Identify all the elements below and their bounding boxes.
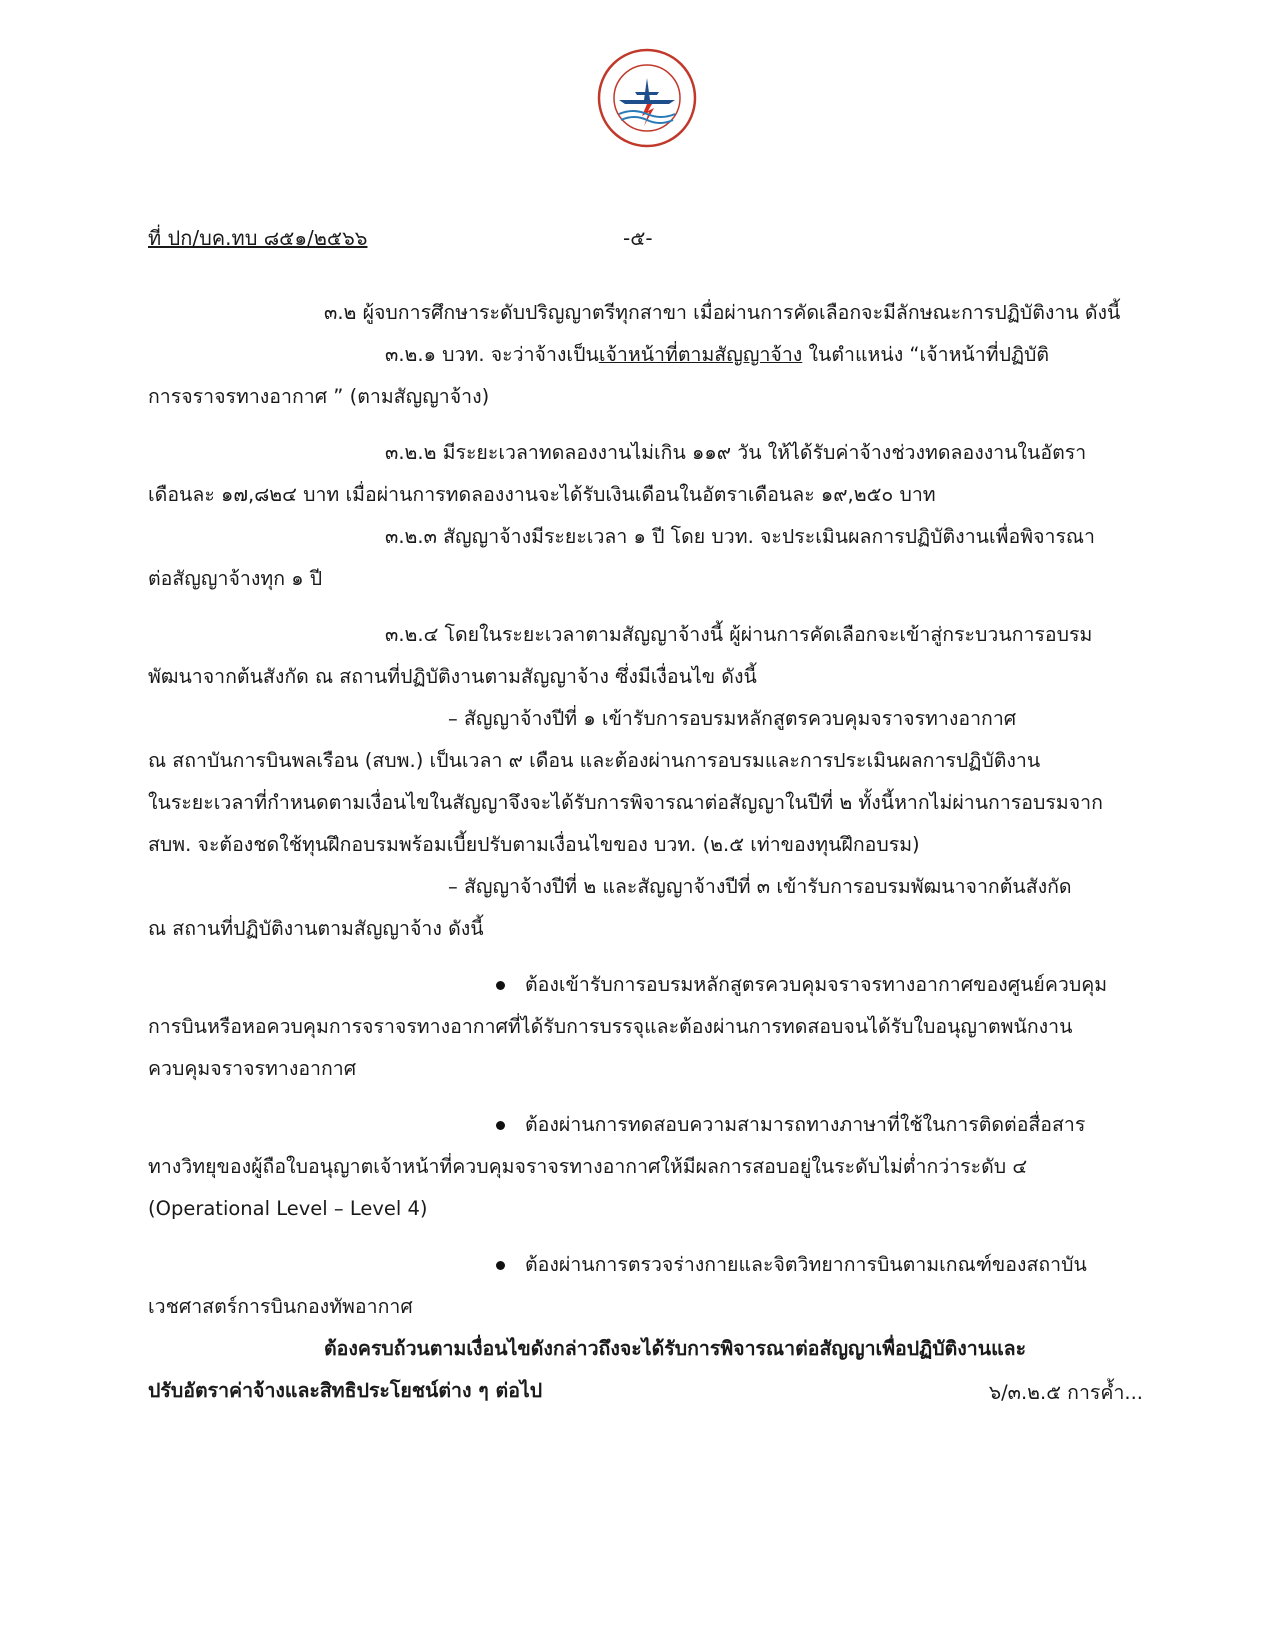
paragraph-line: ๓.๒ ผู้จบการศึกษาระดับปริญญาตรีทุกสาขา เมื่อผ่านการคัดเลือกจะมีลักษณะการปฏิบัติงาน ดังนี้ [324, 301, 1121, 324]
bullet-icon [496, 1121, 505, 1130]
bullet-line: ต้องผ่านการตรวจร่างกายและจิตวิทยาการบินตามเกณฑ์ของสถาบัน [148, 1244, 1145, 1286]
document-body [148, 292, 1145, 1412]
paragraph-line: สบพ. จะต้องชดใช้ทุนฝึกอบรมพร้อมเบี้ยปรับตามเงื่อนไขของ บวท. (๒.๕ เท่าของทุนฝึกอบรม) [148, 833, 920, 856]
paragraph-line: ๓.๒.๑ บวท. จะว่าจ้างเป็นเจ้าหน้าที่ตามสัญญาจ้าง ในตำแหน่ง “เจ้าหน้าที่ปฏิบัติ [385, 343, 1050, 366]
paragraph-line: (Operational Level – Level 4) [148, 1197, 428, 1220]
bullet-icon [496, 981, 505, 990]
bold-conclusion-line: ต้องครบถ้วนตามเงื่อนไขดังกล่าวถึงจะได้รับการพิจารณาต่อสัญญาเพื่อปฏิบัติงานและ [324, 1337, 1027, 1360]
paragraph-line: พัฒนาจากต้นสังกัด ณ สถานที่ปฏิบัติงานตามสัญญาจ้าง ซึ่งมีเงื่อนไข ดังนี้ [148, 665, 757, 688]
paragraph-line: ทางวิทยุของผู้ถือใบอนุญาตเจ้าหน้าที่ควบคุมจราจรทางอากาศให้มีผลการสอบอยู่ในระดับไม่ต่ำกว่าระดับ ๔ [148, 1155, 1028, 1178]
paragraph-line: การจราจรทางอากาศ ” (ตามสัญญาจ้าง) [148, 385, 490, 408]
paragraph-line: เดือนละ ๑๗,๘๒๔ บาท เมื่อผ่านการทดลองงานจะได้รับเงินเดือนในอัตราเดือนละ ๑๙,๒๕๐ บาท [148, 483, 936, 506]
paragraph-line: ๓.๒.๔ โดยในระยะเวลาตามสัญญาจ้างนี้ ผู้ผ่านการคัดเลือกจะเข้าสู่กระบวนการอบรม [385, 623, 1093, 646]
bullet-line: ต้องผ่านการทดสอบความสามารถทางภาษาที่ใช้ในการติดต่อสื่อสาร [148, 1104, 1145, 1146]
paragraph-line: ต่อสัญญาจ้างทุก ๑ ปี [148, 567, 323, 590]
bullet-icon [496, 1261, 505, 1270]
page-number: -๕- [623, 226, 653, 250]
paragraph-line: ควบคุมจราจรทางอากาศ [148, 1057, 357, 1080]
underlined-term: เจ้าหน้าที่ตามสัญญาจ้าง [598, 343, 803, 366]
paragraph-line: เวชศาสตร์การบินกองทัพอากาศ [148, 1295, 413, 1318]
continuation-note: ๖/๓.๒.๕ การค้ำ... [988, 1381, 1143, 1404]
paragraph-line: – สัญญาจ้างปีที่ ๑ เข้ารับการอบรมหลักสูตรควบคุมจราจรทางอากาศ [448, 707, 1017, 730]
paragraph-line: ๓.๒.๒ มีระยะเวลาทดลองงานไม่เกิน ๑๑๙ วัน ให้ได้รับค่าจ้างช่วงทดลองงานในอัตรา [385, 441, 1087, 464]
paragraph-line: ณ สถาบันการบินพลเรือน (สบพ.) เป็นเวลา ๙ เดือน และต้องผ่านการอบรมและการประเมินผลการปฏิบัติงาน [148, 749, 1041, 772]
paragraph-line: – สัญญาจ้างปีที่ ๒ และสัญญาจ้างปีที่ ๓ เข้ารับการอบรมพัฒนาจากต้นสังกัด [448, 875, 1072, 898]
paragraph-line: ๓.๒.๓ สัญญาจ้างมีระยะเวลา ๑ ปี โดย บวท. จะประเมินผลการปฏิบัติงานเพื่อพิจารณา [385, 525, 1095, 548]
company-logo [597, 48, 697, 148]
bold-conclusion-line: ปรับอัตราค่าจ้างและสิทธิประโยชน์ต่าง ๆ ต่อไป [148, 1379, 543, 1402]
bullet-line: ต้องเข้ารับการอบรมหลักสูตรควบคุมจราจรทางอากาศของศูนย์ควบคุม [148, 964, 1145, 1006]
paragraph-line: ในระยะเวลาที่กำหนดตามเงื่อนไขในสัญญาจึงจะได้รับการพิจารณาต่อสัญญาในปีที่ ๒ ทั้งนี้หากไม่ผ่านการอบรมจาก [148, 791, 1103, 814]
paragraph-line: การบินหรือหอควบคุมการจราจรทางอากาศที่ได้รับการบรรจุและต้องผ่านการทดสอบจนได้รับใบอนุญาตพนักงาน [148, 1015, 1073, 1038]
document-reference: ที่ ปก/บค.ทบ ๘๕๑/๒๕๖๖ [148, 226, 368, 250]
paragraph-line: ณ สถานที่ปฏิบัติงานตามสัญญาจ้าง ดังนี้ [148, 917, 484, 940]
